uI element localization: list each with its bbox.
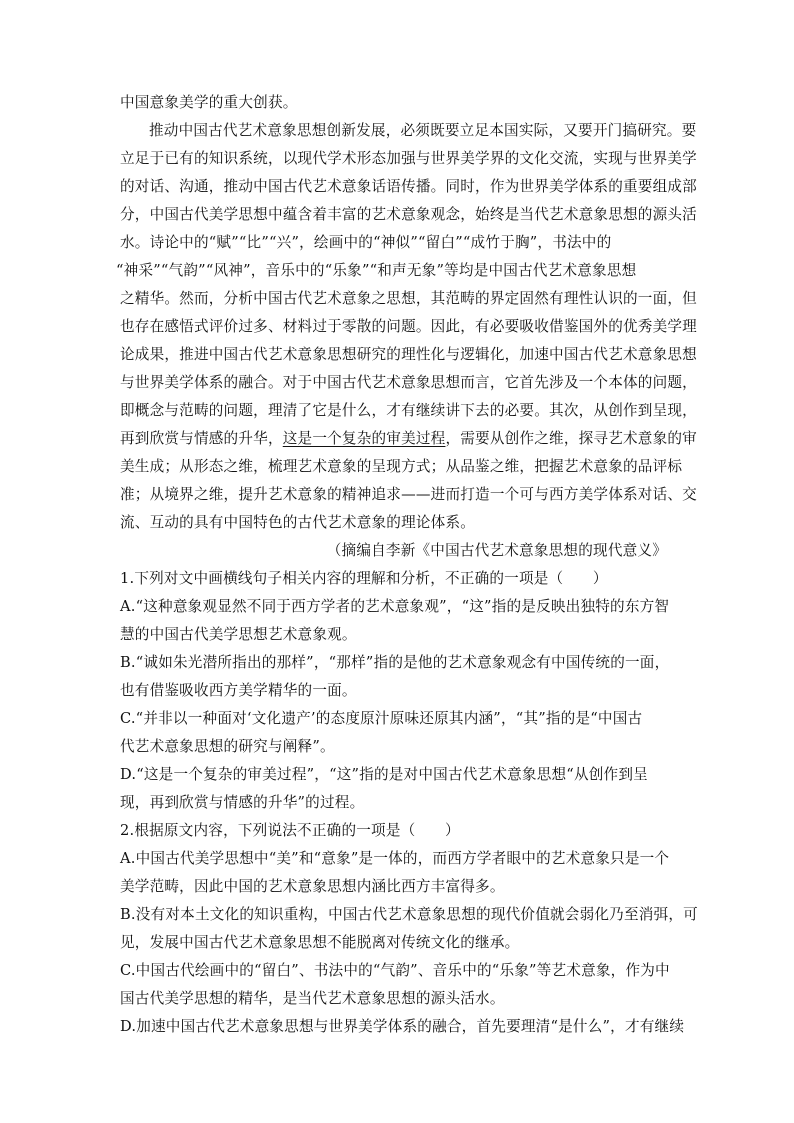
option-d: D.加速中国古代艺术意象思想与世界美学体系的融合，首先要理清“是什么”，才有继续 xyxy=(120,1018,685,1035)
passage-line: 水。诗论中的“赋”“比”“兴”，绘画中的“神似”“留白”“成竹于胸”，书法中的 xyxy=(120,234,612,251)
passage-line: 准；从境界之维，提升艺术意象的精神追求——进而打造一个可与西方美学体系对话、交 xyxy=(120,486,697,503)
source-citation: （摘编自李新《中国古代艺术意象思想的现代意义》 xyxy=(326,542,667,559)
option-d-continued: 现，再到欣赏与情感的升华”的过程。 xyxy=(120,794,365,811)
option-a: A.中国古代美学思想中“美”和“意象”是一体的，而西方学者眼中的艺术意象只是一个 xyxy=(120,850,670,867)
option-c-continued: 代艺术意象思想的研究与阐释”。 xyxy=(120,738,335,755)
passage-line-with-underline xyxy=(120,429,697,449)
question-stem: 1.下列对文中画横线句子相关内容的理解和分析，不正确的一项是（ ） xyxy=(120,570,608,587)
passage-line: 立足于已有的知识系统，以现代学术形态加强与世界美学界的文化交流，实现与世界美学 xyxy=(120,150,697,167)
option-d: D.“这是一个复杂的审美过程”，“这”指的是对中国古代艺术意象思想“从创作到呈 xyxy=(120,766,648,783)
option-b: B.没有对本土文化的知识重构，中国古代艺术意象思想的现代价值就会弱化乃至消弭，可 xyxy=(120,906,698,923)
option-c: C.中国古代绘画中的“留白”、书法中的“气韵”、音乐中的“乐象”等艺术意象，作为中 xyxy=(120,962,670,979)
option-c-continued: 国古代美学思想的精华，是当代艺术意象思想的源头活水。 xyxy=(120,990,505,1007)
passage-line: 分，中国古代美学思想中蕴含着丰富的艺术意象观念，始终是当代艺术意象思想的源头活 xyxy=(120,206,697,223)
option-a-continued: 慧的中国古代美学思想艺术意象观。 xyxy=(120,626,357,643)
passage-line: 的对话、沟通，推动中国古代艺术意象话语传播。同时，作为世界美学体系的重要组成部 xyxy=(120,178,697,195)
text-segment: 再到欣赏与情感的升华， xyxy=(120,430,283,447)
passage-line: 美生成；从形态之维，梳理艺术意象的呈现方式；从品鉴之维，把握艺术意象的品评标 xyxy=(120,458,683,475)
option-b-continued: 也有借鉴吸收西方美学精华的一面。 xyxy=(120,682,357,699)
underlined-sentence: 这是一个复杂的审美过程 xyxy=(282,430,446,447)
option-a: A.“这种意象观显然不同于西方学者的艺术意象观”，“这”指的是反映出独特的东方智 xyxy=(120,598,670,615)
passage-line: 之精华。然而，分析中国古代艺术意象之思想，其范畴的界定固然有理性认识的一面，但 xyxy=(120,290,697,307)
passage-line: 论成果，推进中国古代艺术意象思想研究的理性化与逻辑化，加速中国古代艺术意象思想 xyxy=(120,346,697,363)
option-b: B.“诚如朱光潜所指出的那样”，“那样”指的是他的艺术意象观念有中国传统的一面， xyxy=(120,654,670,671)
paragraph-first-line: 推动中国古代艺术意象思想创新发展，必须既要立足本国实际，又要开门搞研究。要 xyxy=(149,122,697,139)
passage-line: 中国意象美学的重大创获。 xyxy=(120,94,298,111)
passage-line: 也存在感悟式评价过多、材料过于零散的问题。因此，有必要吸收借鉴国外的优秀美学理 xyxy=(120,318,697,335)
option-b-continued: 见，发展中国古代艺术意象思想不能脱离对传统文化的继承。 xyxy=(120,934,520,951)
passage-line: 流、互动的具有中国特色的古代艺术意象的理论体系。 xyxy=(120,514,476,531)
question-stem: 2.根据原文内容，下列说法不正确的一项是（ ） xyxy=(120,822,460,839)
option-c: C.“并非以一种面对‘文化遗产’的态度原汁原味还原其内涵”，“其”指的是“中国古 xyxy=(120,710,643,727)
passage-line: “神采”“气韵”“风神”，音乐中的“乐象”“和声无象”等均是中国古代艺术意象思想 xyxy=(116,262,637,279)
passage-line: 与世界美学体系的融合。对于中国古代艺术意象思想而言，它首先涉及一个本体的问题， xyxy=(120,374,697,391)
text-segment: ，需要从创作之维，探寻艺术意象的审 xyxy=(445,430,697,447)
passage-line: 即概念与范畴的问题，理清了它是什么，才有继续讲下去的必要。其次，从创作到呈现， xyxy=(120,402,697,419)
option-a-continued: 美学范畴，因此中国的艺术意象思想内涵比西方丰富得多。 xyxy=(120,878,505,895)
